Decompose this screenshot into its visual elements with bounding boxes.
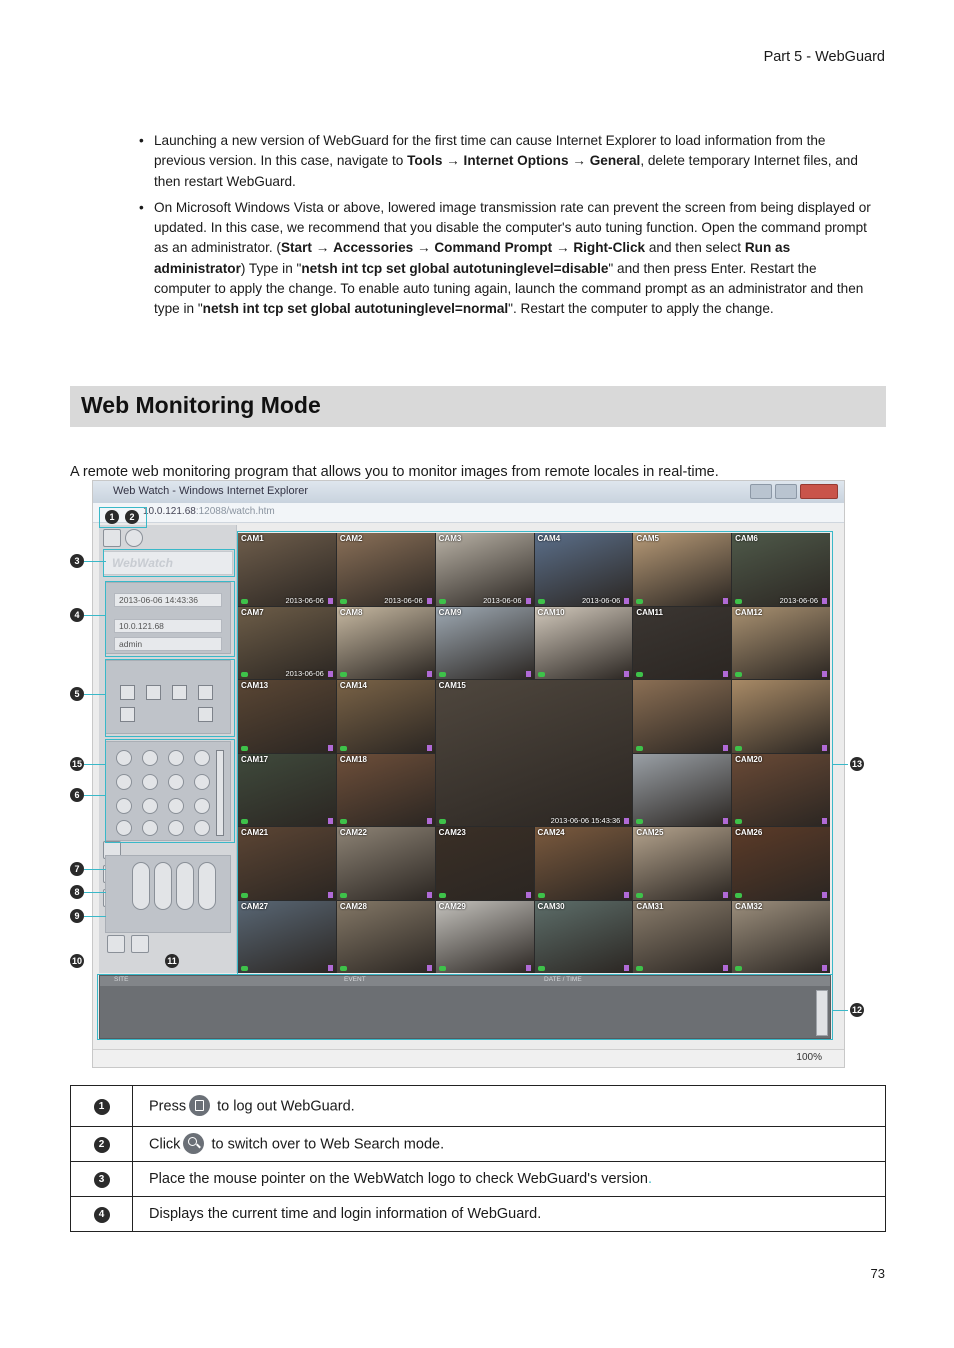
callout-line — [84, 615, 106, 616]
note-text: WebGuard — [323, 133, 389, 148]
webwatch-screenshot — [92, 480, 845, 1068]
marker-badge: 1 — [105, 510, 119, 524]
callout-frame-layout — [105, 659, 235, 737]
camera-timestamp: 2013-06-06 — [384, 595, 423, 605]
preset-pill — [198, 862, 216, 910]
camera-label: CAM9 — [438, 607, 462, 617]
callout-frame-event — [97, 974, 833, 1040]
camera-label: CAM13 — [241, 681, 269, 690]
camera-label: CAM2 — [339, 534, 363, 543]
capture-icon — [131, 935, 149, 953]
menu-path: Tools — [407, 153, 443, 169]
camera-label: CAM27 — [241, 901, 269, 911]
callout-line — [84, 694, 106, 695]
callout-frame-number — [105, 739, 235, 843]
address-host: 10.0.121.68 — [143, 506, 196, 517]
camera-label: CAM8 — [339, 607, 363, 617]
time-field: 2013-06-06 14:43:36 — [114, 593, 222, 607]
marker-badge: 2 — [125, 510, 139, 524]
camera-timestamp: 2013-06-06 — [483, 595, 522, 605]
marker-badge: 6 — [70, 788, 84, 802]
event-column-site: SITE — [114, 976, 129, 983]
camera-label: CAM25 — [636, 828, 664, 837]
camera-label: CAM15 — [438, 681, 466, 690]
page-number: 73 — [870, 1266, 885, 1281]
camera-label: CAM18 — [339, 754, 367, 764]
row-text: to switch over to Web Search mode. — [207, 1135, 445, 1152]
camera-label: CAM23 — [438, 828, 466, 837]
note-text: for the first time can cause Internet Explorer to load information from the previous version. In this case, navigate to — [154, 133, 826, 169]
camera-timestamp: 2013-06-06 — [779, 595, 818, 605]
address-bar — [93, 503, 844, 523]
note-item — [136, 198, 874, 320]
marker-badge: 10 — [71, 956, 82, 966]
number-badge: 3 — [94, 1172, 110, 1188]
marker-badge: 15 — [71, 759, 82, 769]
event-column-datetime: DATE / TIME — [544, 976, 582, 983]
menu-path: Start — [280, 240, 312, 256]
camera-label: CAM31 — [636, 901, 664, 911]
search-icon — [125, 529, 143, 547]
zoom-pill — [132, 862, 150, 910]
arrow: → — [442, 153, 464, 169]
marker-badge: 11 — [165, 954, 179, 968]
camera-label: CAM14 — [339, 681, 367, 690]
note-text: On Microsoft Windows Vista or above, lowered image transmission rate can prevent the screen from being displayed or updated. In this case, we recommend that you disable the computer's auto tuning function. Open the command prompt as an administrator. ( — [154, 199, 871, 256]
marker-badge: 5 — [70, 687, 84, 701]
row-number-cell — [71, 1127, 133, 1162]
notes-list — [136, 131, 874, 326]
callout-line — [84, 795, 106, 796]
camera-timestamp: 2013-06-06 15:43:36 — [550, 816, 621, 825]
note-text: , delete temporary Internet files, and then restart — [154, 153, 858, 189]
setup-icon — [107, 935, 125, 953]
camera-label: CAM1 — [241, 534, 264, 543]
marker-badge: 3 — [70, 554, 84, 568]
camera-label: CAM17 — [241, 754, 269, 764]
row-text-cell — [133, 1162, 886, 1197]
camera-label: CAM28 — [339, 901, 367, 911]
command-text: netsh int tcp set global autotuninglevel=disable — [301, 260, 609, 276]
address-path: :12088/watch.htm — [195, 506, 275, 517]
menu-path: Right-Click — [573, 240, 646, 256]
ptz-control-panel — [105, 855, 231, 933]
callout-frame-grid — [237, 531, 833, 975]
user-field: admin — [114, 637, 222, 651]
row-text: to log out WebGuard. — [213, 1097, 355, 1114]
camera-timestamp: 2013-06-06 — [285, 669, 324, 678]
note-text: WebGuard — [226, 173, 293, 189]
camera-label: CAM4 — [537, 534, 561, 543]
menu-path: Accessories — [333, 240, 414, 256]
callout-frame-logo — [103, 549, 235, 577]
camera-label: CAM12 — [735, 607, 763, 617]
table-row — [71, 1127, 886, 1162]
row-text: Press — [149, 1097, 187, 1114]
note-text: and then select — [645, 240, 745, 256]
number-badge: 1 — [94, 1099, 110, 1115]
note-text: Launching a new version of — [154, 133, 324, 148]
marker-badge: 4 — [70, 608, 84, 622]
camera-label: CAM7 — [241, 607, 264, 617]
note-text: . — [292, 173, 296, 189]
part-header: Part 5 - WebGuard — [763, 49, 885, 65]
row-number-cell — [71, 1162, 133, 1197]
status-bar — [93, 1049, 844, 1067]
focus-pill — [154, 862, 172, 910]
window-title: Web Watch - Windows Internet Explorer — [93, 481, 844, 503]
row-text-cell — [133, 1197, 886, 1232]
logout-icon — [103, 529, 121, 547]
camera-label: CAM29 — [438, 901, 466, 911]
intro-text: A remote web monitoring program that allows you to monitor images from remote locales in real-time. — [70, 464, 719, 480]
command-text: netsh int tcp set global autotuninglevel=normal — [202, 301, 509, 317]
arrow: → — [552, 240, 574, 256]
marker-badge: 9 — [70, 909, 84, 923]
note-text: ) Type in " — [240, 260, 302, 276]
table-row — [71, 1197, 886, 1232]
iris-pill — [176, 862, 194, 910]
logout-icon — [189, 1095, 210, 1116]
menu-path: General — [589, 153, 641, 169]
arrow: → — [311, 240, 334, 256]
marker-badge: 12 — [851, 1005, 862, 1015]
menu-path: Run as administrator — [154, 240, 791, 276]
note-item — [136, 131, 874, 192]
table-row — [71, 1162, 886, 1197]
callout-line — [84, 916, 106, 917]
camera-label: CAM30 — [537, 901, 565, 911]
camera-timestamp: 2013-06-06 — [285, 595, 324, 605]
row-number-cell — [71, 1086, 133, 1127]
camera-label: CAM11 — [636, 607, 664, 617]
camera-label: CAM32 — [735, 901, 763, 911]
maximize-icon — [775, 484, 797, 499]
arrow: → — [413, 240, 435, 256]
event-column-event: EVENT — [344, 976, 366, 983]
section-title: Web Monitoring Mode — [81, 392, 321, 418]
minimize-icon — [750, 484, 772, 499]
camera-label: CAM6 — [735, 534, 758, 543]
webwatch-logo: WebWatch — [103, 551, 233, 575]
camera-label: CAM22 — [339, 828, 367, 837]
callout-frame-info — [105, 581, 235, 657]
window-controls — [750, 484, 838, 499]
close-icon — [800, 484, 838, 499]
camera-label: CAM3 — [438, 534, 462, 543]
camera-label: CAM24 — [537, 828, 565, 837]
note-text: ". Restart the computer to apply the change. — [508, 301, 774, 317]
row-text-cell — [133, 1086, 886, 1127]
row-text: . — [648, 1171, 653, 1187]
callout-line — [832, 764, 848, 765]
section-header — [70, 386, 886, 427]
camera-label: CAM10 — [537, 607, 565, 617]
camera-label: CAM21 — [241, 828, 269, 837]
row-number-cell — [71, 1197, 133, 1232]
camera-label: CAM5 — [636, 534, 659, 543]
callout-line — [84, 561, 106, 562]
number-badge: 2 — [94, 1137, 110, 1153]
row-text: Displays the current time and login information of WebGuard. — [149, 1206, 542, 1222]
marker-badge: 13 — [851, 759, 862, 769]
marker-badge: 7 — [70, 862, 84, 876]
number-badge: 4 — [94, 1207, 110, 1223]
menu-path: Internet Options — [463, 153, 569, 169]
camera-label: CAM26 — [735, 828, 763, 837]
camera-label: CAM20 — [735, 754, 763, 764]
row-text: Click — [149, 1135, 181, 1152]
row-text-cell — [133, 1127, 886, 1162]
callout-line — [832, 1010, 848, 1011]
row-text: Place the mouse pointer on the WebWatch logo to check WebGuard's version — [149, 1171, 648, 1187]
table-row — [71, 1086, 886, 1127]
marker-badge: 8 — [70, 885, 84, 899]
menu-path: Command Prompt — [434, 240, 553, 256]
callout-line — [84, 892, 106, 893]
search-icon — [183, 1133, 204, 1154]
camera-timestamp: 2013-06-06 — [581, 595, 621, 605]
callout-description-table — [70, 1085, 886, 1232]
callout-line — [84, 869, 106, 870]
zoom-level: 100% — [796, 1052, 822, 1063]
ip-field: 10.0.121.68 — [114, 619, 222, 633]
arrow: → — [568, 153, 590, 169]
callout-line — [84, 764, 106, 765]
note-text: " and then press Enter. Restart the computer to apply the change. To enable auto tuning again, launch the command prompt as an administrator and then type in " — [154, 260, 864, 317]
